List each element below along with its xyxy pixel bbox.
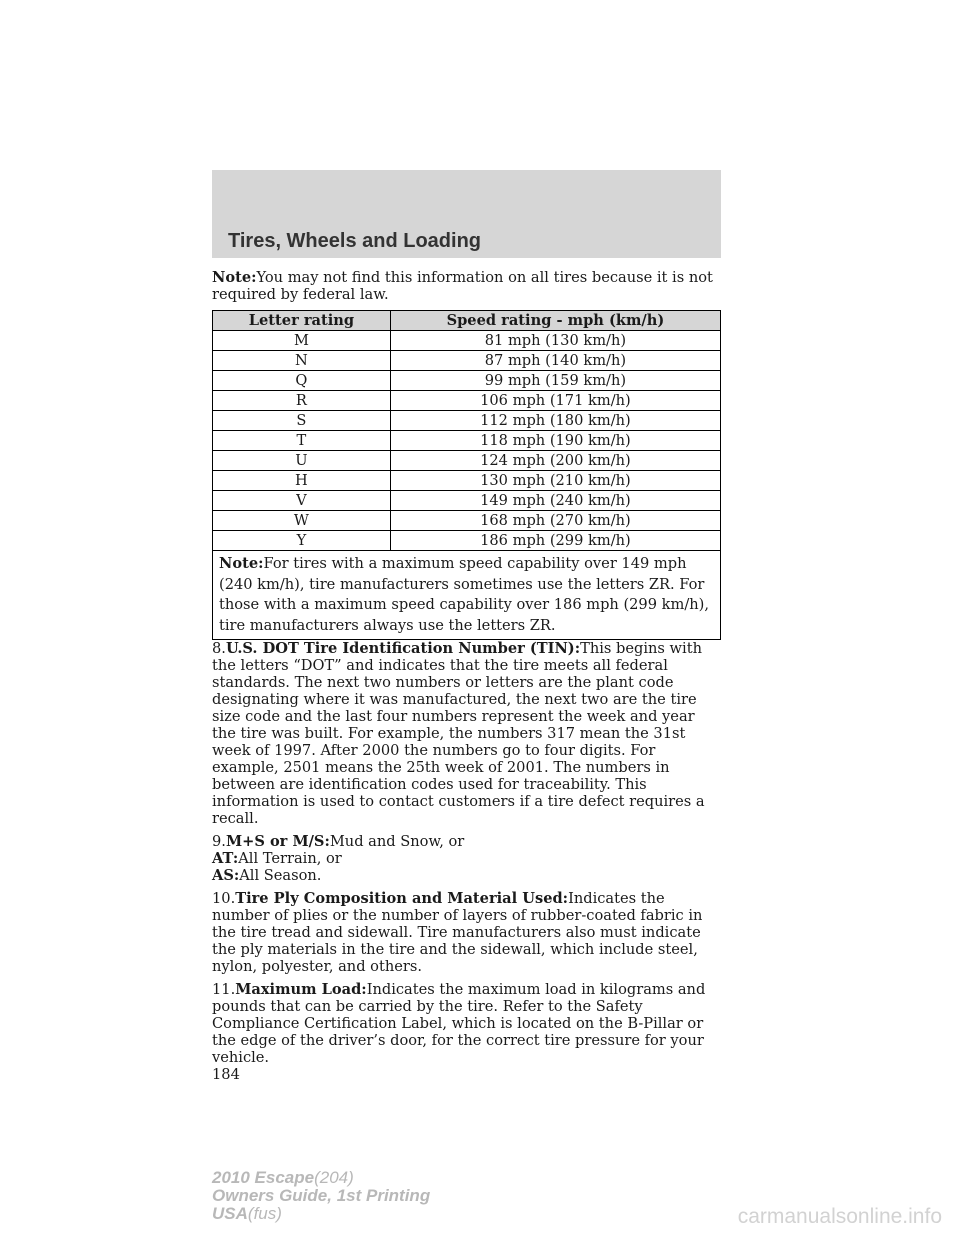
footer-model-code: (204) xyxy=(314,1168,354,1187)
item-8-paragraph xyxy=(212,640,722,827)
note-label: Note: xyxy=(212,269,257,286)
item-11-label: Maximum Load: xyxy=(235,981,367,998)
item-9-line-3 xyxy=(212,867,722,884)
speed-cell: 186 mph (299 km/h) xyxy=(390,531,720,551)
speed-cell: 118 mph (190 km/h) xyxy=(390,431,720,451)
speed-cell: 168 mph (270 km/h) xyxy=(390,511,720,531)
footer-market: USA xyxy=(212,1204,248,1223)
item-10-label: Tire Ply Composition and Material Used: xyxy=(235,890,569,907)
table-note-row xyxy=(213,551,721,640)
speed-cell: 99 mph (159 km/h) xyxy=(390,371,720,391)
item-8-number: 8. xyxy=(212,640,226,657)
item-9-line-2 xyxy=(212,850,722,867)
ms-text: Mud and Snow, or xyxy=(329,833,465,850)
item-9-number: 9. xyxy=(212,833,226,850)
table-header-row xyxy=(213,311,721,331)
table-row xyxy=(213,451,721,471)
column-header-letter: Letter rating xyxy=(213,311,391,331)
letter-cell: H xyxy=(213,471,391,491)
column-header-speed: Speed rating - mph (km/h) xyxy=(390,311,720,331)
speed-cell: 106 mph (171 km/h) xyxy=(390,391,720,411)
at-text: All Terrain, or xyxy=(238,850,342,867)
table-row xyxy=(213,371,721,391)
speed-cell: 130 mph (210 km/h) xyxy=(390,471,720,491)
speed-cell: 149 mph (240 km/h) xyxy=(390,491,720,511)
table-row xyxy=(213,391,721,411)
table-note xyxy=(213,551,721,640)
footer-market-code: (fus) xyxy=(247,1204,282,1223)
page-content xyxy=(212,269,722,1083)
item-8-text: This begins with the letters “DOT” and indicates that the tire meets all federal standards. The next two numbers or letters are the plant code designating where it was manufactured, the next two are the tire size code and the last four numbers represent the week and year the tire was built. For example, the numbers 317 mean the 31st week of 1997. After 2000 the numbers go to four digits. For example, 2501 means the 25th week of 2001. The numbers in between are identification codes used for traceability. This information is used to contact customers if a tire defect requires a recall. xyxy=(212,640,705,827)
item-10-paragraph xyxy=(212,890,722,975)
table-row xyxy=(213,411,721,431)
letter-cell: Y xyxy=(213,531,391,551)
footer-line-3 xyxy=(212,1205,430,1223)
speed-cell: 87 mph (140 km/h) xyxy=(390,351,720,371)
letter-cell: N xyxy=(213,351,391,371)
speed-cell: 112 mph (180 km/h) xyxy=(390,411,720,431)
footer-line-2: Owners Guide, 1st Printing xyxy=(212,1186,431,1205)
letter-cell: R xyxy=(213,391,391,411)
letter-cell: U xyxy=(213,451,391,471)
item-8-label: U.S. DOT Tire Identification Number (TIN): xyxy=(225,640,581,657)
speed-cell: 124 mph (200 km/h) xyxy=(390,451,720,471)
table-note-label: Note: xyxy=(219,555,264,572)
item-11-number: 11. xyxy=(212,981,236,998)
table-row xyxy=(213,351,721,371)
item-10-number: 10. xyxy=(212,890,236,907)
letter-cell: V xyxy=(213,491,391,511)
letter-cell: S xyxy=(213,411,391,431)
item-9-line-1 xyxy=(212,833,722,850)
letter-cell: M xyxy=(213,331,391,351)
footer-line-1 xyxy=(212,1169,430,1187)
footer-model: 2010 Escape xyxy=(212,1168,315,1187)
letter-cell: W xyxy=(213,511,391,531)
table-row xyxy=(213,471,721,491)
speed-cell: 81 mph (130 km/h) xyxy=(390,331,720,351)
letter-cell: Q xyxy=(213,371,391,391)
at-label: AT: xyxy=(212,850,239,867)
table-row xyxy=(213,431,721,451)
item-10-text: Indicates the number of plies or the number of layers of rubber-coated fabric in the tire tread and sidewall. Tire manufacturers also must indicate the ply materials in the tire and the sidewall, which include steel, nylon, polyester, and others. xyxy=(212,890,703,975)
speed-rating-table xyxy=(212,310,721,640)
site-watermark: carmanualsonline.info xyxy=(737,1205,942,1228)
section-title: Tires, Wheels and Loading xyxy=(228,230,482,252)
page-number: 184 xyxy=(212,1066,240,1083)
print-footer xyxy=(212,1169,430,1223)
ms-label: M+S or M/S: xyxy=(225,833,330,850)
table-note-text: For tires with a maximum speed capability over 149 mph (240 km/h), tire manufacturers sometimes use the letters ZR. For those with a maximum speed capability over 186 mph (299 km/h), tire manufacturers always use the letters ZR. xyxy=(219,555,709,634)
note-text: You may not find this information on all tires because it is not required by federal law. xyxy=(212,269,713,303)
item-11-text: Indicates the maximum load in kilograms and pounds that can be carried by the tire. Refer to the Safety Compliance Certification Label, which is located on the B-Pillar or the edge of the driver’s door, for the correct tire pressure for your vehicle. xyxy=(212,981,706,1066)
table-row xyxy=(213,511,721,531)
item-11-paragraph xyxy=(212,981,722,1066)
note-paragraph xyxy=(212,269,722,303)
table-row xyxy=(213,331,721,351)
table-row xyxy=(213,531,721,551)
table-row xyxy=(213,491,721,511)
letter-cell: T xyxy=(213,431,391,451)
as-label: AS: xyxy=(212,867,240,884)
as-text: All Season. xyxy=(239,867,322,884)
